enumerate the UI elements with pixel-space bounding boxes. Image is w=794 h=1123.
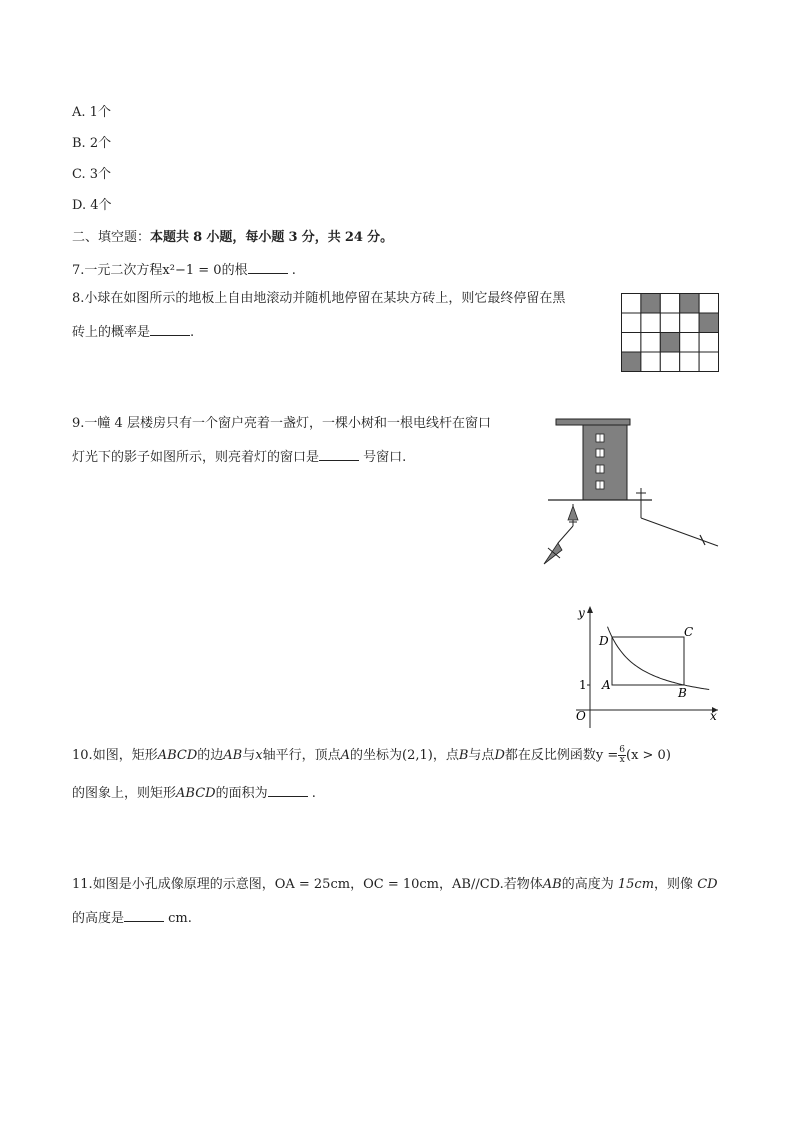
question-9-line-2	[72, 447, 406, 467]
q10-function-condition: (x > 0)	[626, 748, 671, 763]
option-c-letter: C.	[72, 167, 86, 182]
option-b-letter: B.	[72, 136, 86, 151]
q7-text: 一元二次方程	[84, 263, 163, 278]
q11-text-3: 的高度为	[561, 877, 614, 892]
label-b: B	[678, 686, 687, 700]
option-c-text: 3个	[89, 167, 112, 182]
utility-pole-icon	[636, 488, 646, 518]
label-y: y	[578, 606, 585, 620]
q11-line2a: 的高度是	[72, 911, 125, 926]
q10-text-1: 如图，矩形	[92, 748, 158, 763]
section-desc-c: 分，共	[301, 230, 341, 245]
q10-answer-blank	[268, 783, 308, 797]
q11-separator-2: ，	[439, 877, 453, 892]
option-a-text: 1个	[89, 105, 111, 120]
q7-tail: 的根	[221, 263, 248, 278]
q10-fraction-numerator: 6	[619, 745, 625, 755]
q10-rect-2: ABCD	[176, 786, 216, 801]
q11-text-4: ，则像	[654, 877, 694, 892]
q10-coord: (2,1)	[402, 748, 433, 763]
light-tile	[660, 352, 679, 372]
dark-tile	[641, 294, 660, 314]
label-a: A	[602, 678, 611, 692]
section-total: 24	[344, 230, 363, 245]
option-d	[72, 197, 112, 215]
floor-tile-grid	[621, 293, 719, 372]
dark-tile	[660, 333, 679, 353]
q9-line1: 一幢 4 层楼房只有一个窗户亮着一盏灯，一棵小树和一根电线杆在窗口	[84, 416, 491, 431]
q11-text-2: .若物体	[499, 877, 543, 892]
q11-answer-blank	[124, 908, 164, 922]
option-b	[72, 135, 111, 153]
q11-text-1: 如图是小孔成像原理的示意图，	[92, 877, 275, 892]
q11-parallel: AB//CD	[452, 877, 500, 892]
q11-oa: OA = 25cm	[274, 877, 351, 892]
dark-tile	[622, 352, 641, 372]
inverse-function-graph	[570, 604, 722, 730]
light-tile	[680, 352, 699, 372]
light-tile	[699, 352, 718, 372]
q10-text-7: 与点	[468, 748, 495, 763]
question-9-line-1	[72, 415, 491, 433]
dark-tile	[680, 294, 699, 314]
light-tile	[699, 294, 718, 314]
light-tile	[641, 333, 660, 353]
q9-answer-blank	[319, 447, 359, 461]
q9-line2a: 灯光下的影子如图所示，则亮着灯的窗口是	[72, 450, 320, 465]
label-one: 1	[579, 678, 587, 692]
rectangle-abcd	[612, 637, 684, 685]
q11-cd: CD	[697, 877, 718, 892]
dark-tile	[699, 313, 718, 333]
q11-separator-1: ，	[350, 877, 364, 892]
option-d-letter: D.	[72, 198, 87, 213]
option-b-text: 2个	[89, 136, 112, 151]
option-c	[72, 166, 111, 184]
light-tile	[680, 333, 699, 353]
q10-number: 10.	[72, 748, 93, 763]
label-x: x	[710, 709, 717, 723]
q10-text-3: 与	[242, 748, 256, 763]
q10-end: .	[311, 786, 316, 801]
section-header	[72, 229, 393, 247]
q10-text-8: 都在反比例函数	[504, 748, 596, 763]
section-title: 二、填空题：	[72, 230, 151, 245]
light-tile	[622, 313, 641, 333]
light-tile	[660, 294, 679, 314]
q8-number: 8.	[72, 291, 85, 306]
q10-text-5: 的坐标为	[350, 748, 403, 763]
q8-line2: 砖上的概率是	[72, 325, 151, 340]
q10-line2b: 的面积为	[215, 786, 268, 801]
light-tile	[660, 313, 679, 333]
q11-unit: cm.	[168, 911, 192, 926]
q10-fraction	[618, 746, 626, 765]
q10-text-6: ，点	[432, 748, 459, 763]
q10-rect: ABCD	[157, 748, 198, 763]
option-a-letter: A.	[72, 105, 86, 120]
y-axis-arrow-icon	[587, 606, 593, 613]
question-7	[72, 260, 296, 280]
light-tile	[699, 333, 718, 353]
q7-answer-blank	[248, 260, 288, 274]
building-shadow-figure	[540, 418, 720, 568]
option-d-text: 4个	[90, 198, 112, 213]
q10-line2a: 的图象上，则矩形	[72, 786, 177, 801]
tree-shadow	[544, 526, 573, 564]
option-a	[72, 104, 111, 122]
question-11-line-2	[72, 908, 192, 928]
q10-point-b: B	[458, 748, 469, 763]
q8-answer-blank	[150, 322, 190, 336]
label-d: D	[599, 634, 609, 648]
question-10-line-1	[72, 746, 671, 765]
section-desc-a: 本题共	[150, 230, 190, 245]
label-c: C	[684, 625, 694, 639]
building-roof	[556, 419, 630, 425]
q7-end: .	[291, 263, 296, 278]
q10-axis: x	[255, 748, 263, 763]
q8-line1: 小球在如图所示的地板上自由地滚动并随机地停留在某块方砖上，则它最终停留在黑	[84, 291, 566, 306]
label-origin: O	[576, 709, 586, 723]
q10-fraction-denominator: x	[619, 755, 625, 765]
hyperbola-curve	[608, 627, 710, 690]
q10-text-4: 轴平行，顶点	[262, 748, 341, 763]
q11-number: 11.	[72, 877, 93, 892]
question-8-line-2	[72, 322, 194, 342]
pole-shadow	[641, 518, 718, 546]
building-body	[583, 425, 627, 500]
q10-text-2: 的边	[197, 748, 224, 763]
q8-end: .	[190, 325, 195, 340]
light-tile	[641, 352, 660, 372]
q9-line2b: 号窗口.	[363, 450, 407, 465]
q11-height: 15cm	[617, 877, 655, 892]
q10-function-y: y =	[595, 748, 619, 763]
q11-ab: AB	[542, 877, 562, 892]
tree-icon	[568, 504, 578, 526]
q7-number: 7.	[72, 263, 85, 278]
q7-equation: x²−1 = 0	[162, 263, 222, 278]
question-8-line-1	[72, 290, 565, 308]
section-score: 3	[288, 230, 298, 245]
q9-number: 9.	[72, 416, 85, 431]
light-tile	[680, 313, 699, 333]
q11-oc: OC = 10cm	[363, 877, 439, 892]
light-tile	[622, 294, 641, 314]
question-11-line-1	[72, 876, 718, 894]
q10-side: AB	[223, 748, 243, 763]
question-10-line-2	[72, 783, 316, 803]
q10-point-d: D	[494, 748, 505, 763]
light-tile	[641, 313, 660, 333]
section-desc-b: 小题，每小题	[206, 230, 285, 245]
section-count: 8	[193, 230, 203, 245]
q10-point-a: A	[340, 748, 350, 763]
light-tile	[622, 333, 641, 353]
section-desc-d: 分。	[367, 230, 394, 245]
